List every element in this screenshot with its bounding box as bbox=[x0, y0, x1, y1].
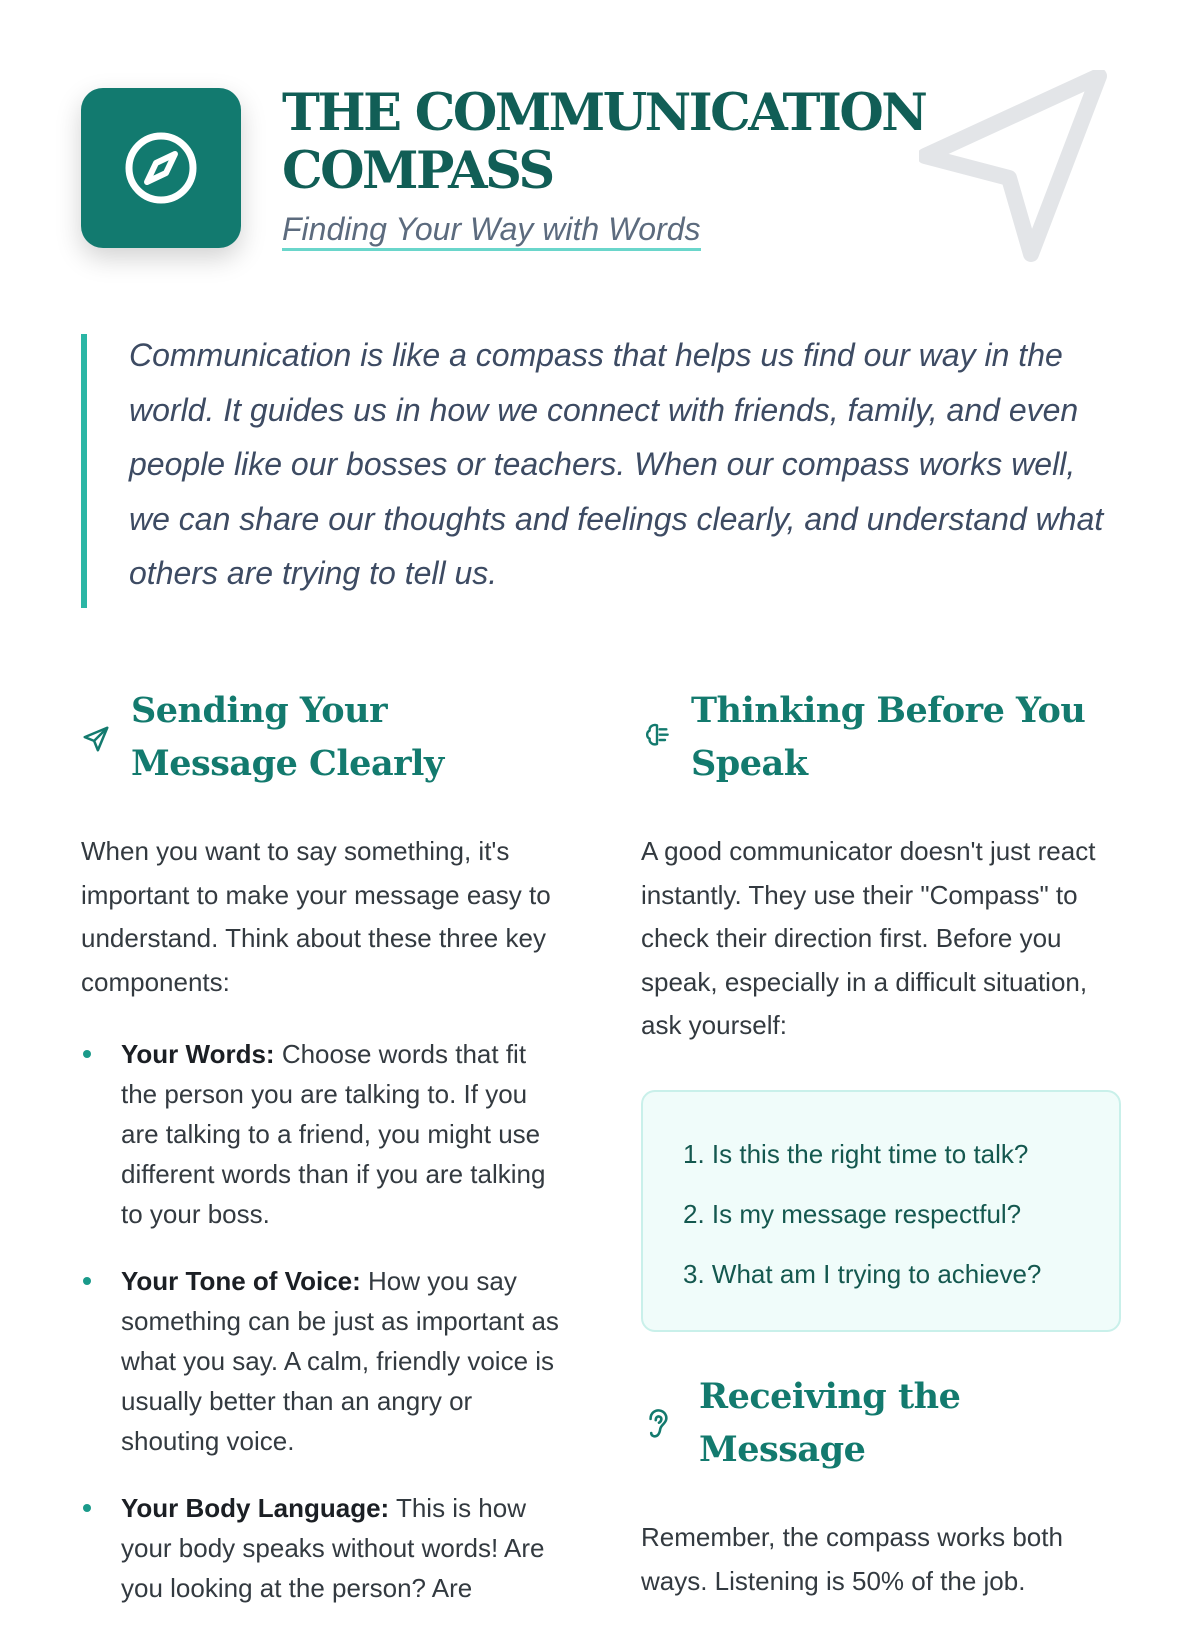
page-title: THE COMMUNICATION COMPASS bbox=[282, 83, 926, 201]
section-header bbox=[81, 690, 571, 800]
list-item: Your Body Language: This is how your body speaks without words! Are you looking at the person? Are bbox=[81, 1488, 561, 1608]
section-header bbox=[641, 1376, 1131, 1486]
section-sending bbox=[81, 690, 571, 1635]
questions-box bbox=[641, 1090, 1121, 1332]
compass-icon bbox=[121, 128, 201, 208]
list-item: 3. What am I trying to achieve? bbox=[683, 1259, 1042, 1289]
list-item: 2. Is my message respectful? bbox=[683, 1199, 1022, 1229]
list-item: Your Tone of Voice: How you say something can be just as important as what you say. A calm, friendly voice is usually better than an angry or shouting voice. bbox=[81, 1261, 561, 1461]
section-intro: When you want to say something, it's important to make your message easy to understand. Think about these three key components: bbox=[81, 836, 551, 997]
brain-icon bbox=[641, 720, 673, 752]
key-components-list bbox=[81, 1034, 561, 1608]
ear-icon bbox=[641, 1406, 673, 1442]
page-subtitle: Finding Your Way with Words bbox=[282, 210, 701, 251]
paper-plane-icon bbox=[919, 70, 1119, 270]
section-intro: Remember, the compass works both ways. Listening is 50% of the job. bbox=[641, 1522, 1063, 1596]
header bbox=[81, 70, 1141, 270]
section-title: Sending Your Message Clearly bbox=[131, 690, 444, 784]
section-title: Receiving the Message bbox=[699, 1376, 961, 1470]
list-item: 1. Is this the right time to talk? bbox=[683, 1139, 1029, 1169]
section-receiving bbox=[641, 1376, 1131, 1603]
logo bbox=[81, 88, 241, 248]
section-thinking bbox=[641, 690, 1131, 1596]
intro-text: Communication is like a compass that helps us find our way in the world. It guides us in how we connect with friends, family, and even people like our bosses or teachers. When our compass works well, we can share our thoughts and feelings clearly, and understand what others are trying to tell us. bbox=[129, 337, 1104, 591]
list-item: Your Words: Choose words that fit the person you are talking to. If you are talking to a friend, you might use different words than if you are talking to your boss. bbox=[81, 1034, 561, 1234]
questions-list bbox=[683, 1124, 1119, 1304]
section-header bbox=[641, 690, 1131, 800]
section-intro: A good communicator doesn't just react instantly. They use their "Compass" to check their direction first. Before you speak, especially in a difficult situation, ask yourself: bbox=[641, 836, 1096, 1040]
intro-quote bbox=[81, 334, 1121, 608]
section-title: Thinking Before You Speak bbox=[691, 690, 1086, 784]
send-icon bbox=[81, 724, 111, 754]
